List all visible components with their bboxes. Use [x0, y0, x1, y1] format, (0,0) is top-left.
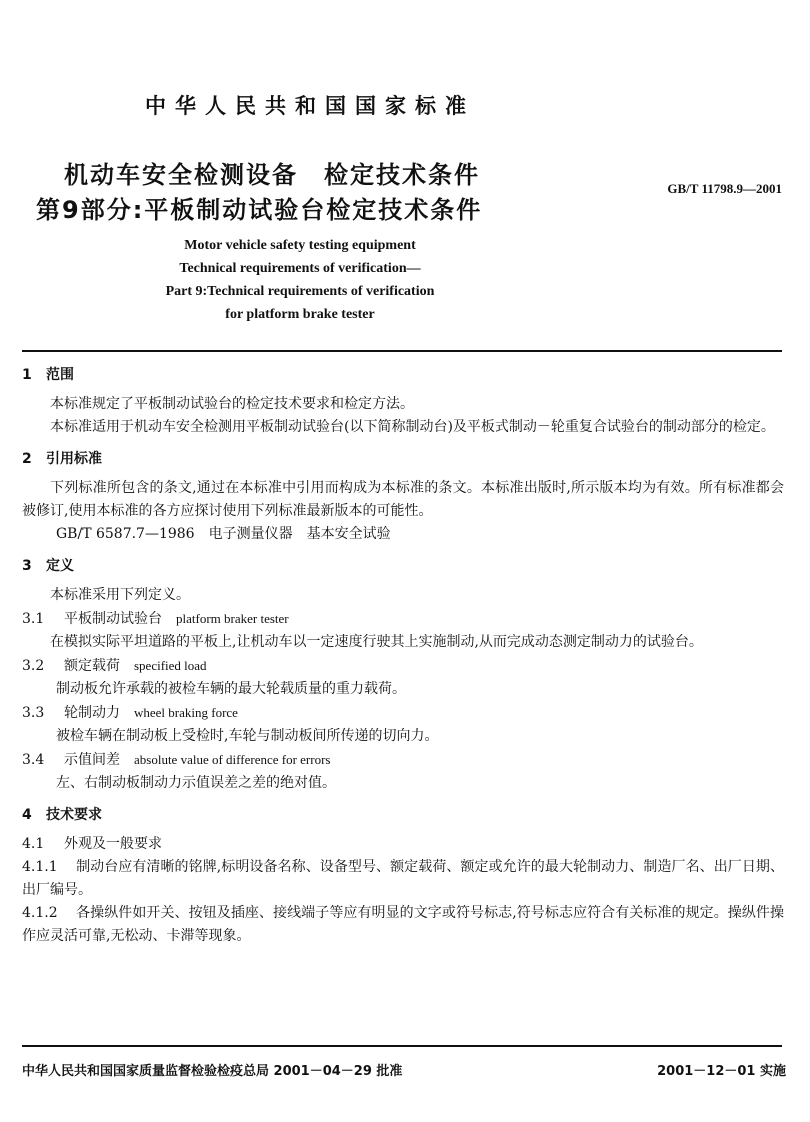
- term-zh: 额定载荷: [64, 658, 120, 674]
- header-divider: [22, 350, 782, 352]
- clause-number: 3.4: [22, 752, 45, 768]
- section-title: 范围: [46, 367, 74, 383]
- english-title-line: Motor vehicle safety testing equipment: [184, 238, 416, 253]
- clause-number: 3.3: [22, 705, 45, 721]
- clause-text: 制动台应有清晰的铭牌,标明设备名称、设备型号、额定载荷、额定或允许的最大轮制动力、制造厂名、出厂日期、出厂编号。: [22, 859, 784, 898]
- standard-number: GB/T 11798.9—2001: [667, 181, 782, 196]
- definition-term: [22, 654, 784, 678]
- clause-text: 各操纵件如开关、按钮及插座、接线端子等应有明显的文字或符号标志,符号标志应符合有关标准的规定。操纵件操作应灵活可靠,无松动、卡滞等现象。: [22, 905, 784, 944]
- term-zh: 轮制动力: [64, 705, 120, 721]
- clause-number: 4.1.1: [22, 859, 58, 875]
- term-zh: 示值间差: [64, 752, 120, 768]
- english-title-line: for platform brake tester: [225, 307, 375, 322]
- term-zh: 平板制动试验台: [64, 611, 162, 627]
- section-number: 4: [22, 807, 32, 823]
- section-number: 2: [22, 451, 32, 467]
- paragraph: 下列标准所包含的条文,通过在本标准中引用而构成为本标准的条文。本标准出版时,所示版本均为有效。所有标准都会被修订,使用本标准的各方应探讨使用下列标准最新版本的可能性。: [22, 480, 784, 519]
- definition-term: [22, 748, 784, 772]
- reference-entry: [22, 523, 784, 546]
- paragraph: 本标准采用下列定义。: [50, 587, 190, 603]
- definition-term: [22, 607, 784, 631]
- section-title: 引用标准: [46, 451, 102, 467]
- subclause-title: 外观及一般要求: [64, 836, 162, 852]
- paragraph: 本标准适用于机动车安全检测用平板制动试验台(以下简称制动台)及平板式制动－轮重复合试验台的制动部分的检定。: [50, 419, 775, 435]
- footer-divider: [22, 1045, 782, 1047]
- clause-number: 4.1.2: [22, 905, 58, 921]
- section-heading-definitions: [22, 555, 784, 578]
- section-number: 1: [22, 367, 32, 383]
- standard-title-line2: 第9部分:平板制动试验台检定技术条件: [36, 196, 483, 224]
- approval-statement: 中华人民共和国国家质量监督检验检疫总局 2001－04－29 批准: [22, 1064, 403, 1079]
- english-title-line: Part 9:Technical requirements of verification: [165, 284, 435, 299]
- clause-number: 3.2: [22, 658, 45, 674]
- subclause-heading: [22, 833, 784, 856]
- effective-date: 2001－12－01 实施: [657, 1064, 786, 1079]
- clause-number: 3.1: [22, 611, 45, 627]
- definition-text: 制动板允许承载的被检车辆的最大轮载质量的重力载荷。: [56, 681, 406, 697]
- clause-number: 4.1: [22, 836, 45, 852]
- clause-paragraph: [22, 856, 784, 902]
- reference-code: GB/T 6587.7—1986: [56, 526, 195, 542]
- standard-title-line1: 机动车安全检测设备 检定技术条件: [64, 161, 480, 189]
- section-heading-technical-requirements: [22, 804, 784, 827]
- paragraph: 本标准规定了平板制动试验台的检定技术要求和检定方法。: [50, 396, 414, 412]
- definition-text: 左、右制动板制动力示值误差之差的绝对值。: [56, 775, 336, 791]
- section-title: 定义: [46, 558, 74, 574]
- term-en: wheel braking force: [134, 705, 238, 720]
- section-heading-normative-references: [22, 448, 784, 471]
- section-title: 技术要求: [46, 807, 102, 823]
- document-body: [22, 364, 784, 948]
- section-number: 3: [22, 558, 32, 574]
- english-title: [0, 234, 600, 326]
- reference-title: 电子测量仪器 基本安全试验: [208, 526, 391, 542]
- clause-paragraph: [22, 902, 784, 948]
- section-heading-scope: [22, 364, 784, 387]
- national-standard-heading: 中华人民共和国国家标准: [145, 94, 475, 118]
- definition-text: 被检车辆在制动板上受检时,车轮与制动板间所传递的切向力。: [56, 728, 439, 744]
- definition-term: [22, 701, 784, 725]
- english-title-line: Technical requirements of verification—: [179, 261, 421, 276]
- term-en: absolute value of difference for errors: [134, 752, 331, 767]
- term-en: specified load: [134, 658, 207, 673]
- definition-text: 在模拟实际平坦道路的平板上,让机动车以一定速度行驶其上实施制动,从而完成动态测定制动力的试验台。: [50, 634, 703, 650]
- term-en: platform braker tester: [176, 611, 289, 626]
